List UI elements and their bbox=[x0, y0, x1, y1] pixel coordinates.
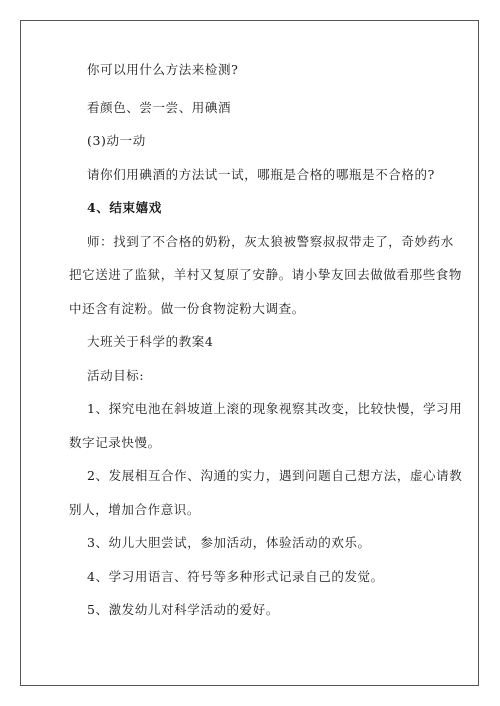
step-heading: (3)动一动 bbox=[87, 133, 146, 148]
paragraph-line: 把它送进了监狱，羊村又复原了安静。请小挚友回去做做看那些食物 bbox=[69, 267, 463, 282]
page-border bbox=[20, 20, 479, 686]
goal-item: 4、学习用语言、符号等多种形式记录自己的发觉。 bbox=[87, 569, 384, 584]
lesson-title: 大班关于科学的教案4 bbox=[87, 334, 214, 349]
goal-item-continued: 数字记录快慢。 bbox=[69, 435, 161, 450]
question-line: 你可以用什么方法来检测? bbox=[87, 62, 239, 77]
paragraph-line: 师：找到了不合格的奶粉，灰太狼被警察叔叔带走了，奇妙药水 bbox=[87, 234, 454, 249]
goal-item-continued: 别人，增加合作意识。 bbox=[69, 502, 201, 517]
goal-item: 2、发展相互合作、沟通的实力，遇到问题自己想方法，虚心请教 bbox=[87, 468, 463, 483]
goals-heading: 活动目标: bbox=[87, 368, 145, 383]
goal-item: 3、幼儿大胆尝试，参加活动，体验活动的欢乐。 bbox=[87, 535, 371, 550]
goal-item: 5、激发幼儿对科学活动的爱好。 bbox=[87, 602, 279, 617]
instruction-line: 请你们用碘酒的方法试一试，哪瓶是合格的哪瓶是不合格的? bbox=[87, 167, 435, 182]
answer-line: 看颜色、尝一尝、用碘酒 bbox=[87, 100, 232, 115]
section-heading: 4、结束嬉戏 bbox=[87, 200, 162, 215]
paragraph-line: 中还含有淀粉。做一份食物淀粉大调查。 bbox=[69, 301, 305, 316]
goal-item: 1、探究电池在斜坡道上滚的现象视察其改变，比较快慢，学习用 bbox=[87, 401, 463, 416]
